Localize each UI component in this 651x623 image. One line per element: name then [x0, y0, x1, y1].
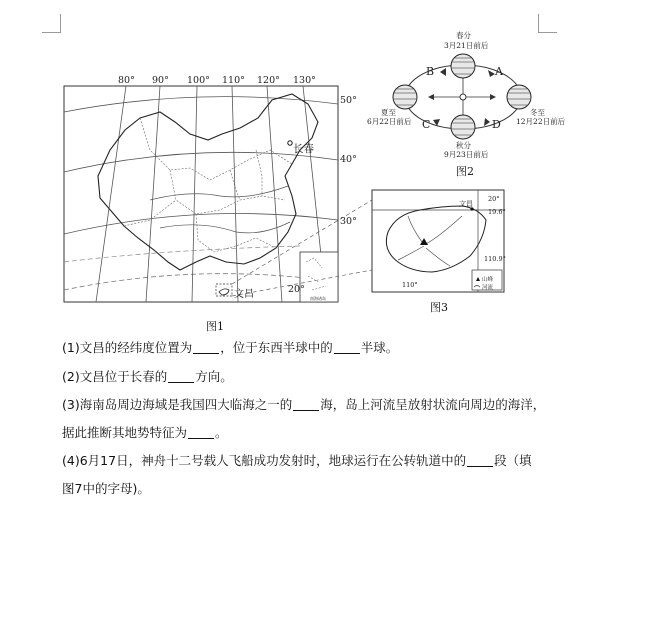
city-changchun: 长春	[293, 143, 314, 155]
city-wenchang: 文昌	[234, 289, 254, 300]
question-4-line-1: (4)6月17日，神舟十二号载人飞船成功发射时，地球运行在公转轨道中的 段（填	[62, 453, 532, 468]
fig3-caption: 图3	[430, 301, 448, 314]
question-2: (2)文昌位于长春的 方向。	[62, 369, 233, 384]
fig3-lat-196: 19.6°	[488, 208, 506, 216]
earth-winter	[507, 85, 531, 109]
lat-label-50: 50°	[340, 95, 357, 106]
answer-blank[interactable]	[193, 341, 219, 354]
answer-blank[interactable]	[467, 454, 493, 467]
winter-name: 冬至	[530, 108, 545, 117]
summer-name: 夏至	[381, 108, 396, 117]
question-4-line-2: 图7中的字母)。	[62, 481, 150, 496]
segment-a: A	[495, 65, 503, 78]
lon-label-120: 120°	[257, 75, 280, 86]
china-map	[64, 86, 372, 302]
fig1-caption: 图1	[206, 320, 224, 333]
answer-blank[interactable]	[188, 426, 214, 439]
lon-label-80: 80°	[118, 75, 135, 86]
winter-date: 12月22日前后	[516, 117, 566, 126]
fig2-caption: 图2	[456, 165, 474, 178]
fig3-wenchang: 文昌	[459, 200, 473, 208]
earth-autumn	[451, 115, 475, 139]
lon-label-130: 130°	[293, 75, 316, 86]
earth-spring	[451, 54, 475, 78]
autumn-name: 秋分	[456, 141, 471, 150]
fig3-lon-1109: 110.9°	[484, 255, 506, 263]
lat-label-20: 20°	[288, 284, 305, 295]
segment-c: C	[422, 118, 431, 131]
question-1: (1)文昌的经纬度位置为 ，位于东西半球中的 半球。	[62, 340, 399, 355]
answer-blank[interactable]	[168, 370, 194, 383]
answer-blank[interactable]	[293, 398, 319, 411]
segment-d: D	[492, 118, 501, 131]
legend-mountain: 山峰	[482, 277, 494, 283]
segment-b: B	[426, 65, 435, 78]
fig3-lon-110: 110°	[402, 281, 418, 289]
question-3-line-1: (3)海南岛周边海域是我国四大临海之一的 海，岛上河流呈放射状流向周边的海洋，	[62, 397, 546, 412]
summer-date: 6月22日前后	[367, 117, 412, 126]
lon-label-90: 90°	[152, 75, 169, 86]
orbit-diagram	[393, 54, 531, 139]
question-3-line-2: 据此推断其地势特征为 。	[62, 425, 228, 440]
lat-label-30: 30°	[340, 216, 357, 227]
inset-label: 南海诸岛	[310, 296, 326, 301]
answer-blank[interactable]	[334, 341, 360, 354]
spring-date: 3月21日前后	[444, 41, 489, 50]
lon-label-100: 100°	[187, 75, 210, 86]
spring-name: 春分	[456, 31, 471, 40]
fig3-lat-20: 20°	[488, 195, 500, 203]
autumn-date: 9月23日前后	[444, 150, 489, 159]
legend-river: 河流	[482, 285, 494, 291]
lon-label-110: 110°	[222, 75, 245, 86]
earth-summer	[393, 85, 417, 109]
lat-label-40: 40°	[340, 154, 357, 165]
